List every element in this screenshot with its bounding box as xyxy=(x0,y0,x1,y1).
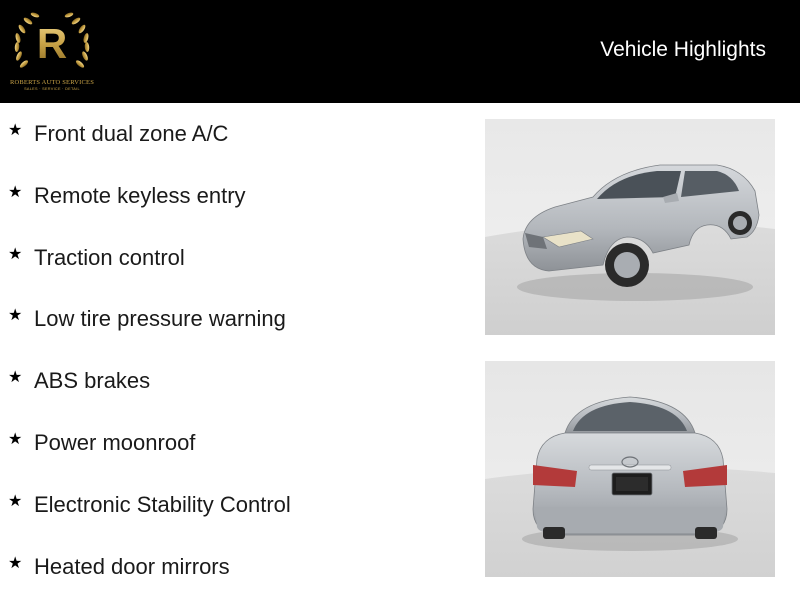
feature-item xyxy=(8,427,448,489)
header-bar xyxy=(0,0,800,103)
car-rear-image xyxy=(485,361,775,577)
car-front-image xyxy=(485,119,775,335)
feature-list xyxy=(8,118,448,600)
feature-label: Heated door mirrors xyxy=(34,553,230,579)
feature-item xyxy=(8,118,448,180)
page-title: Vehicle Highlights xyxy=(600,38,766,61)
star-icon: ★ xyxy=(8,492,23,510)
feature-item xyxy=(8,180,448,242)
star-icon: ★ xyxy=(8,183,23,201)
star-icon: ★ xyxy=(8,430,23,448)
star-icon: ★ xyxy=(8,554,23,572)
feature-item xyxy=(8,242,448,304)
vehicle-photo-front[interactable] xyxy=(485,119,775,335)
dealer-logo[interactable] xyxy=(6,6,98,94)
vehicle-photo-rear[interactable] xyxy=(485,361,775,577)
star-icon: ★ xyxy=(8,307,23,325)
feature-label: Traction control xyxy=(34,244,185,270)
star-icon: ★ xyxy=(8,369,23,387)
feature-item xyxy=(8,365,448,427)
feature-label: Electronic Stability Control xyxy=(34,491,291,517)
feature-label: Front dual zone A/C xyxy=(34,121,229,146)
logo-brand-text: ROBERTS AUTO SERVICES xyxy=(9,79,95,86)
feature-label: ABS brakes xyxy=(34,368,151,394)
logo-monogram: R xyxy=(36,20,68,67)
feature-label: Remote keyless entry xyxy=(34,182,246,208)
feature-item xyxy=(8,551,448,600)
feature-label: Low tire pressure warning xyxy=(34,306,286,332)
feature-label: Power moonroof xyxy=(34,429,196,455)
laurel-monogram-icon xyxy=(6,6,98,80)
feature-item xyxy=(8,303,448,365)
star-icon: ★ xyxy=(8,122,23,139)
logo-tagline-text: SALES · SERVICE · DETAIL xyxy=(24,87,80,91)
feature-item xyxy=(8,489,448,551)
star-icon: ★ xyxy=(8,245,23,263)
